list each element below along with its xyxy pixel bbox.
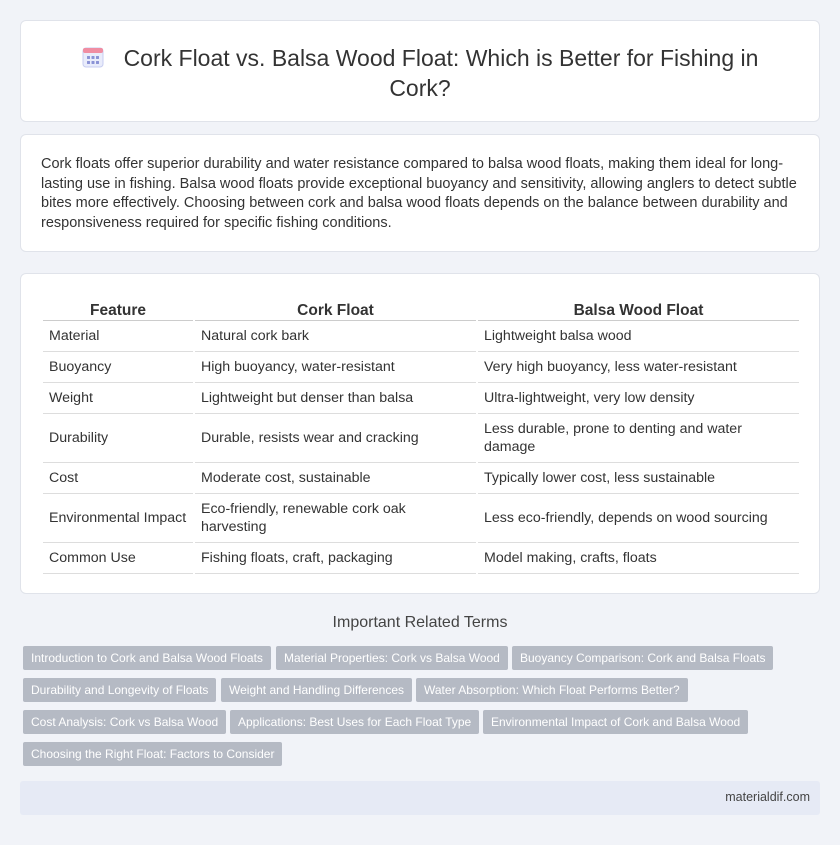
cell-balsa: Ultra-lightweight, very low density [477, 382, 799, 413]
related-term-tag[interactable]: Buoyancy Comparison: Cork and Balsa Floats [512, 646, 773, 670]
cell-cork: Fishing floats, craft, packaging [194, 542, 477, 573]
cell-feature: Buoyancy [43, 351, 194, 382]
related-term-tag[interactable]: Introduction to Cork and Balsa Wood Floats [23, 646, 271, 670]
cell-cork: Durable, resists wear and cracking [194, 413, 477, 462]
cell-balsa: Less durable, prone to denting and water damage [477, 413, 799, 462]
comparison-card [20, 273, 820, 594]
related-term-tag[interactable]: Applications: Best Uses for Each Float Type [230, 710, 479, 734]
related-term-tag[interactable]: Choosing the Right Float: Factors to Consider [23, 742, 282, 766]
cell-feature: Common Use [43, 542, 194, 573]
table-row [43, 462, 799, 493]
cell-feature: Weight [43, 382, 194, 413]
related-term-tag[interactable]: Durability and Longevity of Floats [23, 678, 216, 702]
table-row [43, 382, 799, 413]
cell-cork: Moderate cost, sustainable [194, 462, 477, 493]
cell-balsa: Model making, crafts, floats [477, 542, 799, 573]
cell-balsa: Lightweight balsa wood [477, 320, 799, 351]
related-terms-heading: Important Related Terms [332, 614, 508, 631]
cell-cork: High buoyancy, water-resistant [194, 351, 477, 382]
cell-feature: Material [43, 320, 194, 351]
header-cork: Cork Float [194, 296, 477, 320]
page-title-wrap [61, 43, 779, 103]
cell-balsa: Less eco-friendly, depends on wood sourcing [477, 493, 799, 542]
table-row [43, 413, 799, 462]
title-card [20, 20, 820, 122]
table-row [43, 542, 799, 573]
related-term-tag[interactable]: Environmental Impact of Cork and Balsa Wood [483, 710, 748, 734]
table-header-row [43, 296, 799, 320]
related-term-tag[interactable]: Cost Analysis: Cork vs Balsa Wood [23, 710, 226, 734]
related-term-tag[interactable]: Water Absorption: Which Float Performs Better? [416, 678, 688, 702]
cell-feature: Environmental Impact [43, 493, 194, 542]
cell-feature: Cost [43, 462, 194, 493]
footer-site[interactable]: materialdif.com [725, 790, 810, 804]
header-balsa: Balsa Wood Float [477, 296, 799, 320]
cell-cork: Natural cork bark [194, 320, 477, 351]
page-title: Cork Float vs. Balsa Wood Float: Which is Better for Fishing in Cork? [123, 45, 759, 101]
related-term-tag[interactable]: Weight and Handling Differences [221, 678, 412, 702]
calendar-icon [82, 46, 104, 68]
cell-cork: Eco-friendly, renewable cork oak harvesting [194, 493, 477, 542]
header-feature: Feature [43, 296, 194, 320]
intro-paragraph: Cork floats offer superior durability and water resistance compared to balsa wood floats, making them ideal for long-lasting use in fishing. Balsa wood floats provide exceptional buoyancy and sensitivity, allowing anglers to detect subtle bites more effectively. Choosing between cork and balsa wood floats depends on the balance between durability and responsiveness required for specific fishing conditions. [41, 156, 797, 231]
table-row [43, 320, 799, 351]
table-row [43, 493, 799, 542]
intro-card [20, 134, 820, 252]
table-row [43, 351, 799, 382]
comparison-table [43, 296, 799, 574]
cell-balsa: Typically lower cost, less sustainable [477, 462, 799, 493]
cell-feature: Durability [43, 413, 194, 462]
cell-cork: Lightweight but denser than balsa [194, 382, 477, 413]
cell-balsa: Very high buoyancy, less water-resistant [477, 351, 799, 382]
footer [20, 781, 820, 815]
related-term-tag[interactable]: Material Properties: Cork vs Balsa Wood [276, 646, 508, 670]
